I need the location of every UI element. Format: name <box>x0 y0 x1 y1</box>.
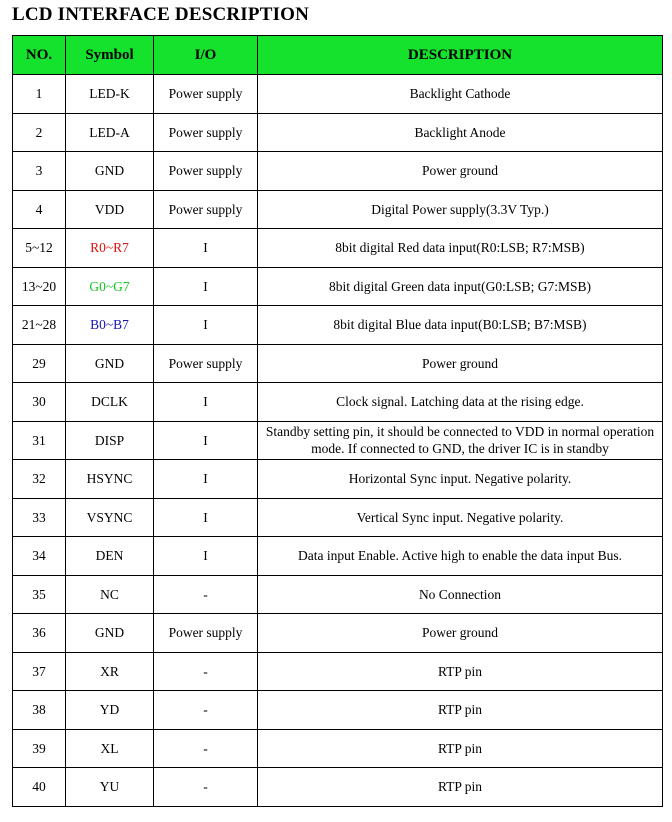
table-row <box>13 729 663 768</box>
cell-symbol: YU <box>66 768 154 807</box>
cell-description: Digital Power supply(3.3V Typ.) <box>258 190 663 229</box>
cell-description: Vertical Sync input. Negative polarity. <box>258 498 663 537</box>
cell-io: Power supply <box>154 75 258 114</box>
cell-symbol: B0~B7 <box>66 306 154 345</box>
cell-description: RTP pin <box>258 691 663 730</box>
table-row <box>13 614 663 653</box>
table-row <box>13 498 663 537</box>
cell-description: Backlight Cathode <box>258 75 663 114</box>
cell-symbol: XL <box>66 729 154 768</box>
table-header-row <box>13 36 663 75</box>
cell-io: Power supply <box>154 190 258 229</box>
table-row <box>13 267 663 306</box>
cell-description: RTP pin <box>258 768 663 807</box>
cell-description: Power ground <box>258 344 663 383</box>
table-row <box>13 652 663 691</box>
cell-io: I <box>154 229 258 268</box>
cell-no: 30 <box>13 383 66 422</box>
cell-symbol: DEN <box>66 537 154 576</box>
table-row <box>13 190 663 229</box>
table-row <box>13 460 663 499</box>
table-row <box>13 691 663 730</box>
cell-no: 21~28 <box>13 306 66 345</box>
cell-description: Power ground <box>258 152 663 191</box>
cell-symbol: GND <box>66 344 154 383</box>
cell-symbol: LED-A <box>66 113 154 152</box>
table-row <box>13 306 663 345</box>
cell-description: RTP pin <box>258 652 663 691</box>
cell-no: 35 <box>13 575 66 614</box>
cell-description: Backlight Anode <box>258 113 663 152</box>
cell-io: - <box>154 575 258 614</box>
table-row <box>13 421 663 460</box>
cell-no: 32 <box>13 460 66 499</box>
cell-io: Power supply <box>154 614 258 653</box>
cell-no: 29 <box>13 344 66 383</box>
cell-symbol: DCLK <box>66 383 154 422</box>
table-row <box>13 229 663 268</box>
cell-symbol: G0~G7 <box>66 267 154 306</box>
cell-description: 8bit digital Red data input(R0:LSB; R7:MSB) <box>258 229 663 268</box>
pin-table <box>12 35 663 807</box>
cell-symbol: VSYNC <box>66 498 154 537</box>
cell-no: 38 <box>13 691 66 730</box>
cell-symbol: R0~R7 <box>66 229 154 268</box>
cell-no: 33 <box>13 498 66 537</box>
cell-symbol: YD <box>66 691 154 730</box>
cell-no: 40 <box>13 768 66 807</box>
cell-io: I <box>154 267 258 306</box>
cell-no: 2 <box>13 113 66 152</box>
cell-description: Clock signal. Latching data at the rising edge. <box>258 383 663 422</box>
cell-io: I <box>154 306 258 345</box>
table-row <box>13 75 663 114</box>
cell-symbol: NC <box>66 575 154 614</box>
table-row <box>13 152 663 191</box>
cell-symbol: VDD <box>66 190 154 229</box>
header-symbol: Symbol <box>66 36 154 75</box>
cell-io: I <box>154 460 258 499</box>
header-no: NO. <box>13 36 66 75</box>
cell-description: Data input Enable. Active high to enable the data input Bus. <box>258 537 663 576</box>
cell-no: 37 <box>13 652 66 691</box>
cell-io: - <box>154 768 258 807</box>
cell-io: Power supply <box>154 152 258 191</box>
cell-description: 8bit digital Blue data input(B0:LSB; B7:MSB) <box>258 306 663 345</box>
cell-description: Horizontal Sync input. Negative polarity. <box>258 460 663 499</box>
cell-symbol: GND <box>66 614 154 653</box>
cell-description: RTP pin <box>258 729 663 768</box>
table-row <box>13 113 663 152</box>
cell-symbol: DISP <box>66 421 154 460</box>
cell-no: 36 <box>13 614 66 653</box>
page-title: LCD INTERFACE DESCRIPTION <box>12 4 310 25</box>
cell-io: Power supply <box>154 113 258 152</box>
cell-no: 39 <box>13 729 66 768</box>
cell-no: 31 <box>13 421 66 460</box>
table-row <box>13 537 663 576</box>
cell-symbol: HSYNC <box>66 460 154 499</box>
cell-io: - <box>154 729 258 768</box>
cell-no: 34 <box>13 537 66 576</box>
cell-symbol: GND <box>66 152 154 191</box>
table-row <box>13 768 663 807</box>
header-description: DESCRIPTION <box>258 36 663 75</box>
cell-io: I <box>154 421 258 460</box>
cell-io: - <box>154 691 258 730</box>
cell-description: Standby setting pin, it should be connected to VDD in normal operation mode. If connected to GND, the driver IC is in standby <box>258 421 663 460</box>
table-row <box>13 383 663 422</box>
cell-io: I <box>154 537 258 576</box>
cell-no: 13~20 <box>13 267 66 306</box>
cell-no: 3 <box>13 152 66 191</box>
cell-no: 1 <box>13 75 66 114</box>
cell-io: Power supply <box>154 344 258 383</box>
cell-symbol: LED-K <box>66 75 154 114</box>
cell-no: 4 <box>13 190 66 229</box>
cell-symbol: XR <box>66 652 154 691</box>
cell-description: No Connection <box>258 575 663 614</box>
cell-io: I <box>154 383 258 422</box>
table-row <box>13 344 663 383</box>
cell-io: - <box>154 652 258 691</box>
cell-description: 8bit digital Green data input(G0:LSB; G7:MSB) <box>258 267 663 306</box>
cell-no: 5~12 <box>13 229 66 268</box>
header-io: I/O <box>154 36 258 75</box>
table-row <box>13 575 663 614</box>
cell-io: I <box>154 498 258 537</box>
cell-description: Power ground <box>258 614 663 653</box>
